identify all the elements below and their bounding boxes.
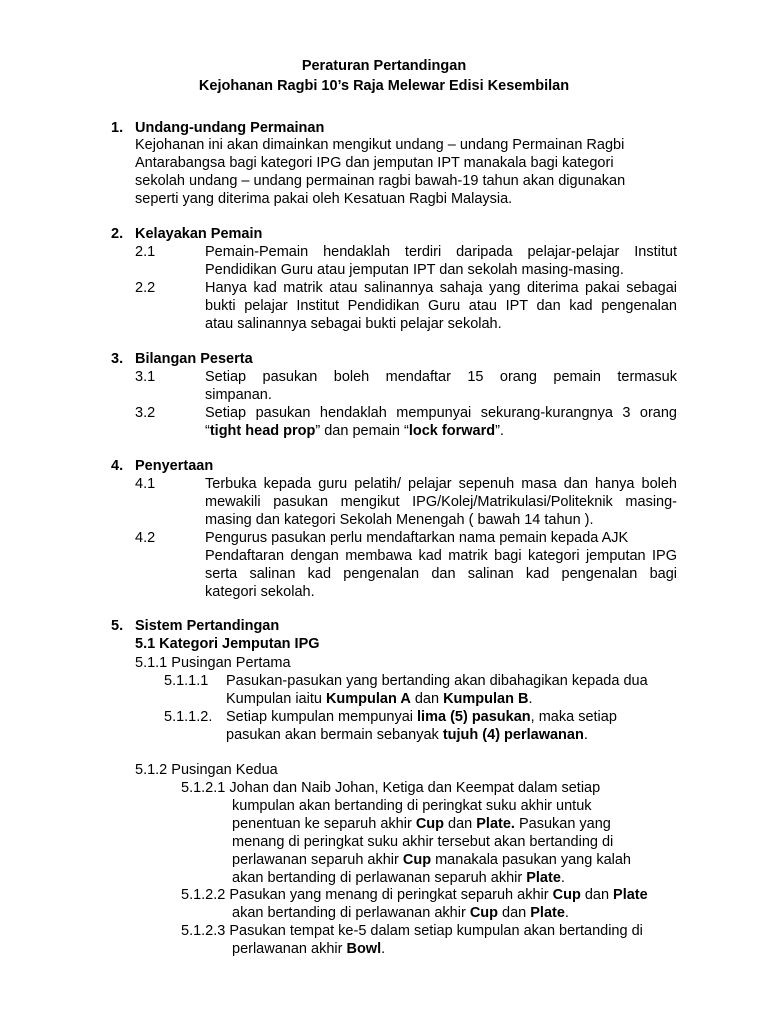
- item-line: akan bertanding di perlawanan separuh akhir Plate.: [232, 870, 565, 886]
- paragraph-line: sekolah undang – undang permainan ragbi bawah-19 tahun akan digunakan: [135, 173, 626, 189]
- item-line: Setiap kumpulan mempunyai lima (5) pasukan, maka setiap: [226, 709, 617, 725]
- subsection-heading: 5.1 Kategori Jemputan IPG: [135, 636, 320, 652]
- section-number: 2.: [111, 226, 124, 242]
- bold-term: Cup: [415, 816, 444, 832]
- item-line: Pendaftaran dengan membawa kad matrik bagi kategori jemputan IPG: [205, 548, 677, 564]
- paragraph-line: Kejohanan ini akan dimainkan mengikut undang – undang Permainan Ragbi: [135, 137, 625, 153]
- section-number: 4.: [111, 458, 124, 474]
- item-line: simpanan.: [205, 387, 272, 403]
- item-line: Hanya kad matrik atau salinannya sahaja yang diterima pakai sebagai: [205, 280, 677, 296]
- item-line: pasukan akan bermain sebanyak tujuh (4) perlawanan.: [226, 727, 588, 743]
- item-line: Terbuka kepada guru pelatih/ pelajar sepenuh masa dan hanya boleh: [205, 476, 677, 492]
- section-number: 1.: [111, 120, 124, 136]
- bold-term: lima (5) pasukan: [417, 709, 531, 725]
- item-line: menang di peringkat suku akhir tersebut akan bertanding di: [232, 834, 614, 850]
- item-line: 5.1.2.3 Pasukan tempat ke-5 dalam setiap kumpulan akan bertanding di: [181, 923, 643, 939]
- bold-term: lock forward: [408, 423, 496, 439]
- item-line: 5.1.2.1 Johan dan Naib Johan, Ketiga dan Keempat dalam setiap: [181, 780, 601, 796]
- item-number: 2.2: [135, 280, 156, 296]
- item-line: 5.1.2.2 Pasukan yang menang di peringkat separuh akhir Cup dan Plate: [181, 887, 648, 903]
- section-heading: Penyertaan: [135, 458, 214, 474]
- section-number: 3.: [111, 351, 124, 367]
- section-number: 5.: [111, 618, 124, 634]
- item-number: 5.1.1.2.: [164, 709, 213, 725]
- item-line: kumpulan akan bertanding di peringkat suku akhir untuk: [232, 798, 592, 814]
- section-heading: Bilangan Peserta: [135, 351, 253, 367]
- item-line: atau salinannya sebagai bukti pelajar sekolah.: [205, 316, 502, 332]
- item-line: Pasukan-pasukan yang bertanding akan dibahagikan kepada dua: [226, 673, 648, 689]
- bold-term: Kumpulan B: [443, 691, 529, 707]
- item-line: akan bertanding di perlawanan akhir Cup dan Plate.: [232, 905, 569, 921]
- document-subtitle: Kejohanan Ragbi 10’s Raja Melewar Edisi Kesembilan: [198, 78, 570, 94]
- bold-term: Cup: [552, 887, 581, 903]
- bold-term: Plate: [530, 905, 565, 921]
- item-number: 4.2: [135, 530, 156, 546]
- paragraph-line: Antarabangsa bagi kategori IPG dan jemputan IPT manakala bagi kategori: [135, 155, 614, 171]
- section-heading: Undang-undang Permainan: [135, 120, 325, 136]
- item-line: perlawanan separuh akhir Cup manakala pasukan yang kalah: [232, 852, 631, 868]
- section-heading: Kelayakan Pemain: [135, 226, 263, 242]
- bold-term: Bowl: [346, 941, 382, 957]
- item-number: 2.1: [135, 244, 156, 260]
- section-heading: Sistem Pertandingan: [135, 618, 280, 634]
- bold-term: Kumpulan A: [325, 691, 411, 707]
- item-line: perlawanan akhir Bowl.: [232, 941, 386, 957]
- item-number: 3.2: [135, 405, 156, 421]
- item-line: Pendidikan Guru atau jemputan IPT dan sekolah masing-masing.: [205, 262, 624, 278]
- item-line: Pengurus pasukan perlu mendaftarkan nama pemain kepada AJK: [205, 530, 629, 546]
- subsection-label: 5.1.2 Pusingan Kedua: [135, 762, 278, 778]
- bold-term: Plate: [526, 870, 561, 886]
- paragraph-line: seperti yang diterima pakai oleh Kesatuan Ragbi Malaysia.: [135, 191, 513, 207]
- subsection-label: 5.1.1 Pusingan Pertama: [135, 655, 291, 671]
- item-line: Kumpulan iaitu Kumpulan A dan Kumpulan B.: [226, 691, 533, 707]
- item-line: penentuan ke separuh akhir Cup dan Plate. Pasukan yang: [232, 816, 611, 832]
- item-line: Pemain-Pemain hendaklah terdiri daripada pelajar-pelajar Institut: [205, 244, 677, 260]
- document-title: Peraturan Pertandingan: [301, 58, 467, 74]
- item-line: kategori sekolah.: [205, 584, 315, 600]
- item-line: Setiap pasukan boleh mendaftar 15 orang pemain termasuk: [205, 369, 677, 385]
- item-line: mewakili pasukan mengikut IPG/Kolej/Matrikulasi/Politeknik masing-: [205, 494, 677, 510]
- bold-term: tight head prop: [209, 423, 316, 439]
- item-line: “tight head prop” dan pemain “lock forward”.: [205, 423, 504, 439]
- item-line: masing dan kategori Sekolah Menengah ( bawah 14 tahun ).: [205, 512, 594, 528]
- bold-term: tujuh (4) perlawanan: [442, 727, 584, 743]
- item-number: 5.1.1.1: [164, 673, 209, 689]
- bold-term: Cup: [469, 905, 498, 921]
- item-number: 3.1: [135, 369, 156, 385]
- bold-term: Plate: [613, 887, 648, 903]
- item-number: 4.1: [135, 476, 156, 492]
- item-line: bukti pelajar Institut Pendidikan Guru atau IPT dan kad pengenalan: [205, 298, 677, 314]
- bold-term: Plate.: [476, 816, 515, 832]
- bold-term: Cup: [402, 852, 432, 868]
- item-line: serta salinan kad pengenalan dan salinan kad pengenalan bagi: [205, 566, 677, 582]
- item-line: Setiap pasukan hendaklah mempunyai sekurang-kurangnya 3 orang: [205, 405, 677, 421]
